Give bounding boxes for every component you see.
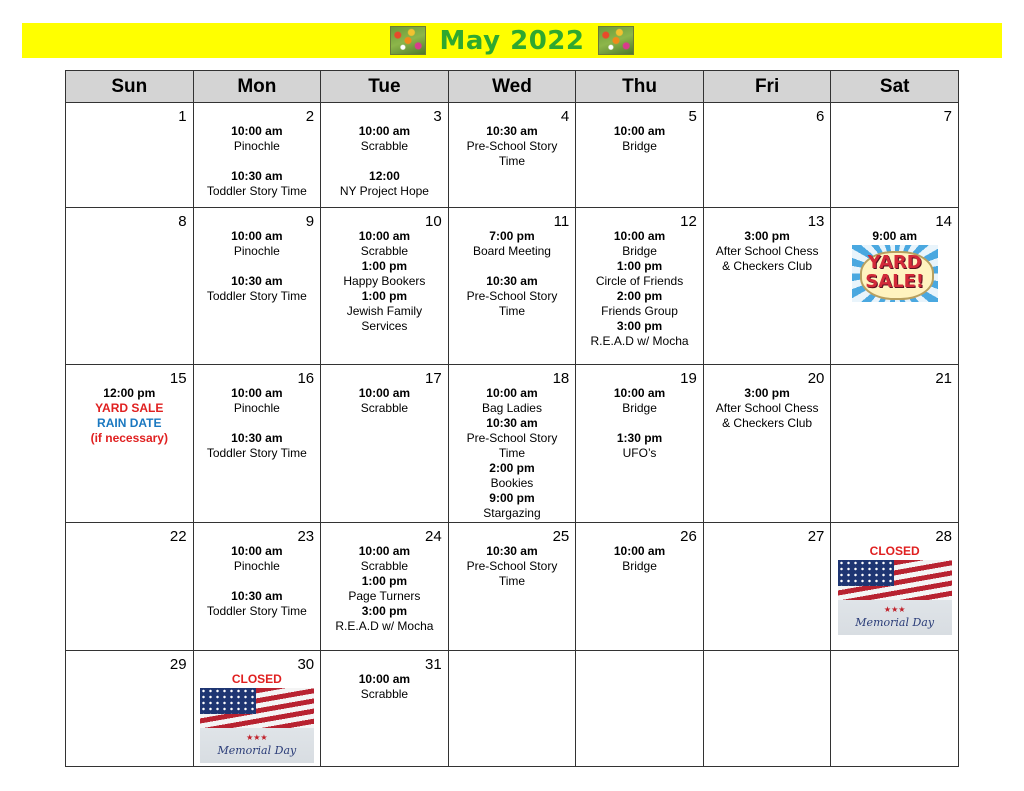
weekday-header: Sun xyxy=(66,71,194,103)
event-title: Scrabble xyxy=(360,244,409,258)
day-cell xyxy=(66,523,194,651)
day-number xyxy=(449,651,576,657)
flag-canton xyxy=(838,560,894,586)
event-time: 10:30 am xyxy=(231,169,283,183)
event-time: 12:00 pm xyxy=(103,386,156,400)
event-title: NY Project Hope xyxy=(339,184,429,198)
event-time: 10:00 am xyxy=(358,672,411,686)
event-notice: RAIN DATE xyxy=(97,416,162,430)
event-time: 9:00 am xyxy=(872,229,918,243)
day-events xyxy=(449,386,576,521)
weekday-header: Wed xyxy=(448,71,576,103)
event-time: 3:00 pm xyxy=(744,229,790,243)
day-number xyxy=(831,651,958,657)
month-banner xyxy=(22,23,1002,58)
day-cell xyxy=(321,208,449,365)
memorial-day-text: Memorial Day xyxy=(217,744,297,757)
event-time: 1:00 pm xyxy=(361,259,408,273)
calendar-week-row xyxy=(66,523,959,651)
event-title: Toddler Story Time xyxy=(206,604,307,618)
event-time: 10:00 am xyxy=(613,229,666,243)
day-events xyxy=(194,672,321,763)
day-number: 8 xyxy=(178,213,187,230)
day-number: 30 xyxy=(297,656,315,673)
weekday-header: Mon xyxy=(193,71,321,103)
event-notice: YARD SALE xyxy=(95,401,164,415)
event-time: 10:30 am xyxy=(231,589,283,603)
day-cell xyxy=(831,523,959,651)
event-title: Time xyxy=(498,304,526,318)
month-title: May 2022 xyxy=(439,25,585,56)
day-events xyxy=(449,544,576,589)
day-cell xyxy=(193,208,321,365)
event-spacer xyxy=(194,416,321,431)
memorial-day-text: Memorial Day xyxy=(855,616,935,629)
day-number: 16 xyxy=(297,370,315,387)
day-events xyxy=(576,229,703,349)
event-title: Pre-School Story xyxy=(466,559,558,573)
day-cell xyxy=(321,523,449,651)
day-number: 4 xyxy=(560,108,570,125)
day-events xyxy=(576,386,703,461)
event-spacer xyxy=(576,416,703,431)
flag-stripes xyxy=(838,560,952,600)
event-time: 10:00 am xyxy=(358,544,411,558)
day-events xyxy=(66,386,193,446)
weekday-header-row xyxy=(66,71,959,103)
event-title: Time xyxy=(498,154,526,168)
day-cell xyxy=(576,103,704,208)
flag-canton xyxy=(200,688,256,714)
day-events xyxy=(449,124,576,169)
event-title: Happy Bookers xyxy=(343,274,426,288)
event-time: 10:00 am xyxy=(231,124,283,138)
event-title: Toddler Story Time xyxy=(206,289,307,303)
event-notice: (if necessary) xyxy=(90,431,168,445)
event-title: UFO’s xyxy=(622,446,657,460)
event-spacer xyxy=(194,259,321,274)
day-number: 25 xyxy=(552,528,570,545)
day-cell xyxy=(448,103,576,208)
flower-image-right xyxy=(598,26,634,55)
event-time: 2:00 pm xyxy=(616,289,663,303)
day-number: 17 xyxy=(425,370,442,387)
event-time: 7:00 pm xyxy=(489,229,535,243)
event-spacer xyxy=(194,574,321,589)
day-number: 21 xyxy=(935,370,952,387)
event-title: Bridge xyxy=(622,401,657,415)
event-title: Page Turners xyxy=(348,589,421,603)
event-time: 10:30 am xyxy=(486,416,538,430)
event-time: 10:00 am xyxy=(613,124,666,138)
event-time: 10:00 am xyxy=(231,229,283,243)
day-events xyxy=(321,229,448,334)
event-title: Scrabble xyxy=(360,401,409,415)
event-title: Bookies xyxy=(490,476,534,490)
day-events xyxy=(321,124,448,199)
flag-stripes xyxy=(200,688,314,728)
event-title: R.E.A.D w/ Mocha xyxy=(335,619,434,633)
day-number: 23 xyxy=(297,528,315,545)
day-number: 6 xyxy=(816,108,825,125)
event-time: 10:00 am xyxy=(358,386,411,400)
day-number: 5 xyxy=(688,108,697,125)
day-events xyxy=(194,544,321,619)
day-cell xyxy=(193,523,321,651)
memorial-day-image xyxy=(838,560,952,635)
event-time: 10:30 am xyxy=(486,544,538,558)
day-number: 10 xyxy=(425,213,442,230)
weekday-header: Sat xyxy=(831,71,959,103)
day-number: 13 xyxy=(807,213,825,230)
day-cell xyxy=(448,523,576,651)
event-title: Bridge xyxy=(622,244,657,258)
day-cell xyxy=(576,365,704,523)
yard-sale-text: YARD xyxy=(867,252,922,273)
event-time: 10:30 am xyxy=(486,274,538,288)
day-events xyxy=(831,544,958,635)
event-title: & Checkers Club xyxy=(722,259,813,273)
day-events xyxy=(321,672,448,702)
day-number: 11 xyxy=(553,213,570,230)
memorial-day-image xyxy=(200,688,314,763)
day-cell xyxy=(66,651,194,767)
event-time: 1:00 pm xyxy=(616,259,663,273)
day-cell xyxy=(576,208,704,365)
day-cell xyxy=(576,523,704,651)
day-cell xyxy=(831,365,959,523)
calendar-week-row xyxy=(66,103,959,208)
stars-icon: ★★★ xyxy=(883,605,906,614)
event-title: After School Chess xyxy=(715,244,819,258)
event-title: Bridge xyxy=(622,559,657,573)
day-number: 31 xyxy=(425,656,442,673)
event-title: Pre-School Story xyxy=(466,289,558,303)
day-number: 22 xyxy=(169,528,187,545)
day-number: 7 xyxy=(943,108,952,125)
event-title: After School Chess xyxy=(715,401,819,415)
day-events xyxy=(831,229,958,302)
weekday-header: Fri xyxy=(703,71,831,103)
day-events xyxy=(704,386,831,431)
event-time: 10:30 am xyxy=(486,124,538,138)
event-time: 9:00 pm xyxy=(489,491,535,505)
event-title: Scrabble xyxy=(360,559,409,573)
day-cell xyxy=(703,651,831,767)
event-title: Scrabble xyxy=(360,687,409,701)
yard-sale-image xyxy=(852,245,938,302)
event-title: Board Meeting xyxy=(472,244,551,258)
event-time: 2:00 pm xyxy=(489,461,535,475)
calendar-week-row xyxy=(66,208,959,365)
day-cell xyxy=(448,208,576,365)
event-time: 1:00 pm xyxy=(361,289,408,303)
day-cell xyxy=(831,651,959,767)
day-number: 19 xyxy=(680,370,697,387)
day-events xyxy=(704,229,831,274)
day-cell xyxy=(193,365,321,523)
event-time: 10:00 am xyxy=(231,386,283,400)
event-time: 10:30 am xyxy=(231,431,283,445)
event-time: 12:00 xyxy=(369,169,400,183)
event-title: Scrabble xyxy=(360,139,409,153)
event-time: 10:00 am xyxy=(613,386,666,400)
event-time: 10:00 am xyxy=(613,544,666,558)
calendar-week-row xyxy=(66,365,959,523)
day-number: 28 xyxy=(935,528,952,545)
weekday-header: Tue xyxy=(321,71,449,103)
day-number: 18 xyxy=(552,370,570,387)
event-spacer xyxy=(321,154,448,169)
day-events xyxy=(194,386,321,461)
event-time: 3:00 pm xyxy=(744,386,790,400)
day-cell xyxy=(448,651,576,767)
event-title: Bag Ladies xyxy=(481,401,542,415)
day-cell xyxy=(703,208,831,365)
day-cell xyxy=(831,103,959,208)
day-cell xyxy=(193,651,321,767)
day-events xyxy=(449,229,576,319)
day-cell xyxy=(193,103,321,208)
day-events xyxy=(194,124,321,199)
event-time: 3:00 pm xyxy=(361,604,408,618)
day-cell xyxy=(321,651,449,767)
event-time: 10:30 am xyxy=(231,274,283,288)
event-title: Services xyxy=(361,319,408,333)
event-title: Stargazing xyxy=(483,506,541,520)
stars-icon: ★★★ xyxy=(246,733,268,742)
day-cell xyxy=(703,365,831,523)
day-events xyxy=(321,386,448,416)
event-title: Time xyxy=(498,446,526,460)
event-time: 10:00 am xyxy=(358,229,411,243)
day-number: 9 xyxy=(305,213,315,230)
day-cell xyxy=(831,208,959,365)
day-events xyxy=(576,544,703,574)
day-number: 2 xyxy=(305,108,315,125)
event-time: 10:00 am xyxy=(358,124,411,138)
day-events xyxy=(194,229,321,304)
event-time: 10:00 am xyxy=(486,386,538,400)
event-time: 3:00 pm xyxy=(616,319,663,333)
day-cell xyxy=(66,208,194,365)
event-notice: CLOSED xyxy=(231,672,282,686)
day-number: 27 xyxy=(807,528,825,545)
event-spacer xyxy=(194,154,321,169)
day-cell xyxy=(66,103,194,208)
day-cell xyxy=(66,365,194,523)
day-number xyxy=(576,651,703,657)
day-cell xyxy=(448,365,576,523)
day-events xyxy=(321,544,448,634)
event-title: Toddler Story Time xyxy=(206,184,307,198)
event-title: Toddler Story Time xyxy=(206,446,307,460)
calendar-week-row xyxy=(66,651,959,767)
event-title: Bridge xyxy=(622,139,657,153)
day-cell xyxy=(321,365,449,523)
event-title: Pinochle xyxy=(233,559,280,573)
day-number: 29 xyxy=(169,656,187,673)
calendar-grid xyxy=(65,70,959,767)
day-cell xyxy=(321,103,449,208)
event-title: Pinochle xyxy=(233,139,280,153)
flower-image-left xyxy=(390,26,426,55)
event-title: Circle of Friends xyxy=(595,274,684,288)
event-spacer xyxy=(449,259,576,274)
event-title: Pre-School Story xyxy=(466,431,558,445)
event-title: Pinochle xyxy=(233,401,280,415)
event-time: 1:30 pm xyxy=(616,431,663,445)
event-title: Pinochle xyxy=(233,244,280,258)
weekday-header: Thu xyxy=(576,71,704,103)
day-number: 12 xyxy=(680,213,697,230)
day-cell xyxy=(576,651,704,767)
event-title: R.E.A.D w/ Mocha xyxy=(590,334,689,348)
day-number: 3 xyxy=(433,108,442,125)
event-title: Time xyxy=(498,574,526,588)
event-title: Pre-School Story xyxy=(466,139,558,153)
day-events xyxy=(576,124,703,154)
event-title: & Checkers Club xyxy=(722,416,813,430)
yard-sale-text: SALE! xyxy=(865,271,925,292)
event-notice: CLOSED xyxy=(869,544,920,558)
day-number: 20 xyxy=(807,370,825,387)
day-number xyxy=(704,651,831,657)
event-time: 1:00 pm xyxy=(361,574,408,588)
event-title: Jewish Family xyxy=(346,304,423,318)
day-number: 14 xyxy=(935,213,952,230)
day-number: 1 xyxy=(178,108,187,125)
day-cell xyxy=(703,103,831,208)
day-number: 15 xyxy=(169,370,187,387)
day-number: 24 xyxy=(425,528,442,545)
event-title: Friends Group xyxy=(601,304,678,318)
day-cell xyxy=(703,523,831,651)
event-time: 10:00 am xyxy=(231,544,283,558)
day-number: 26 xyxy=(680,528,697,545)
